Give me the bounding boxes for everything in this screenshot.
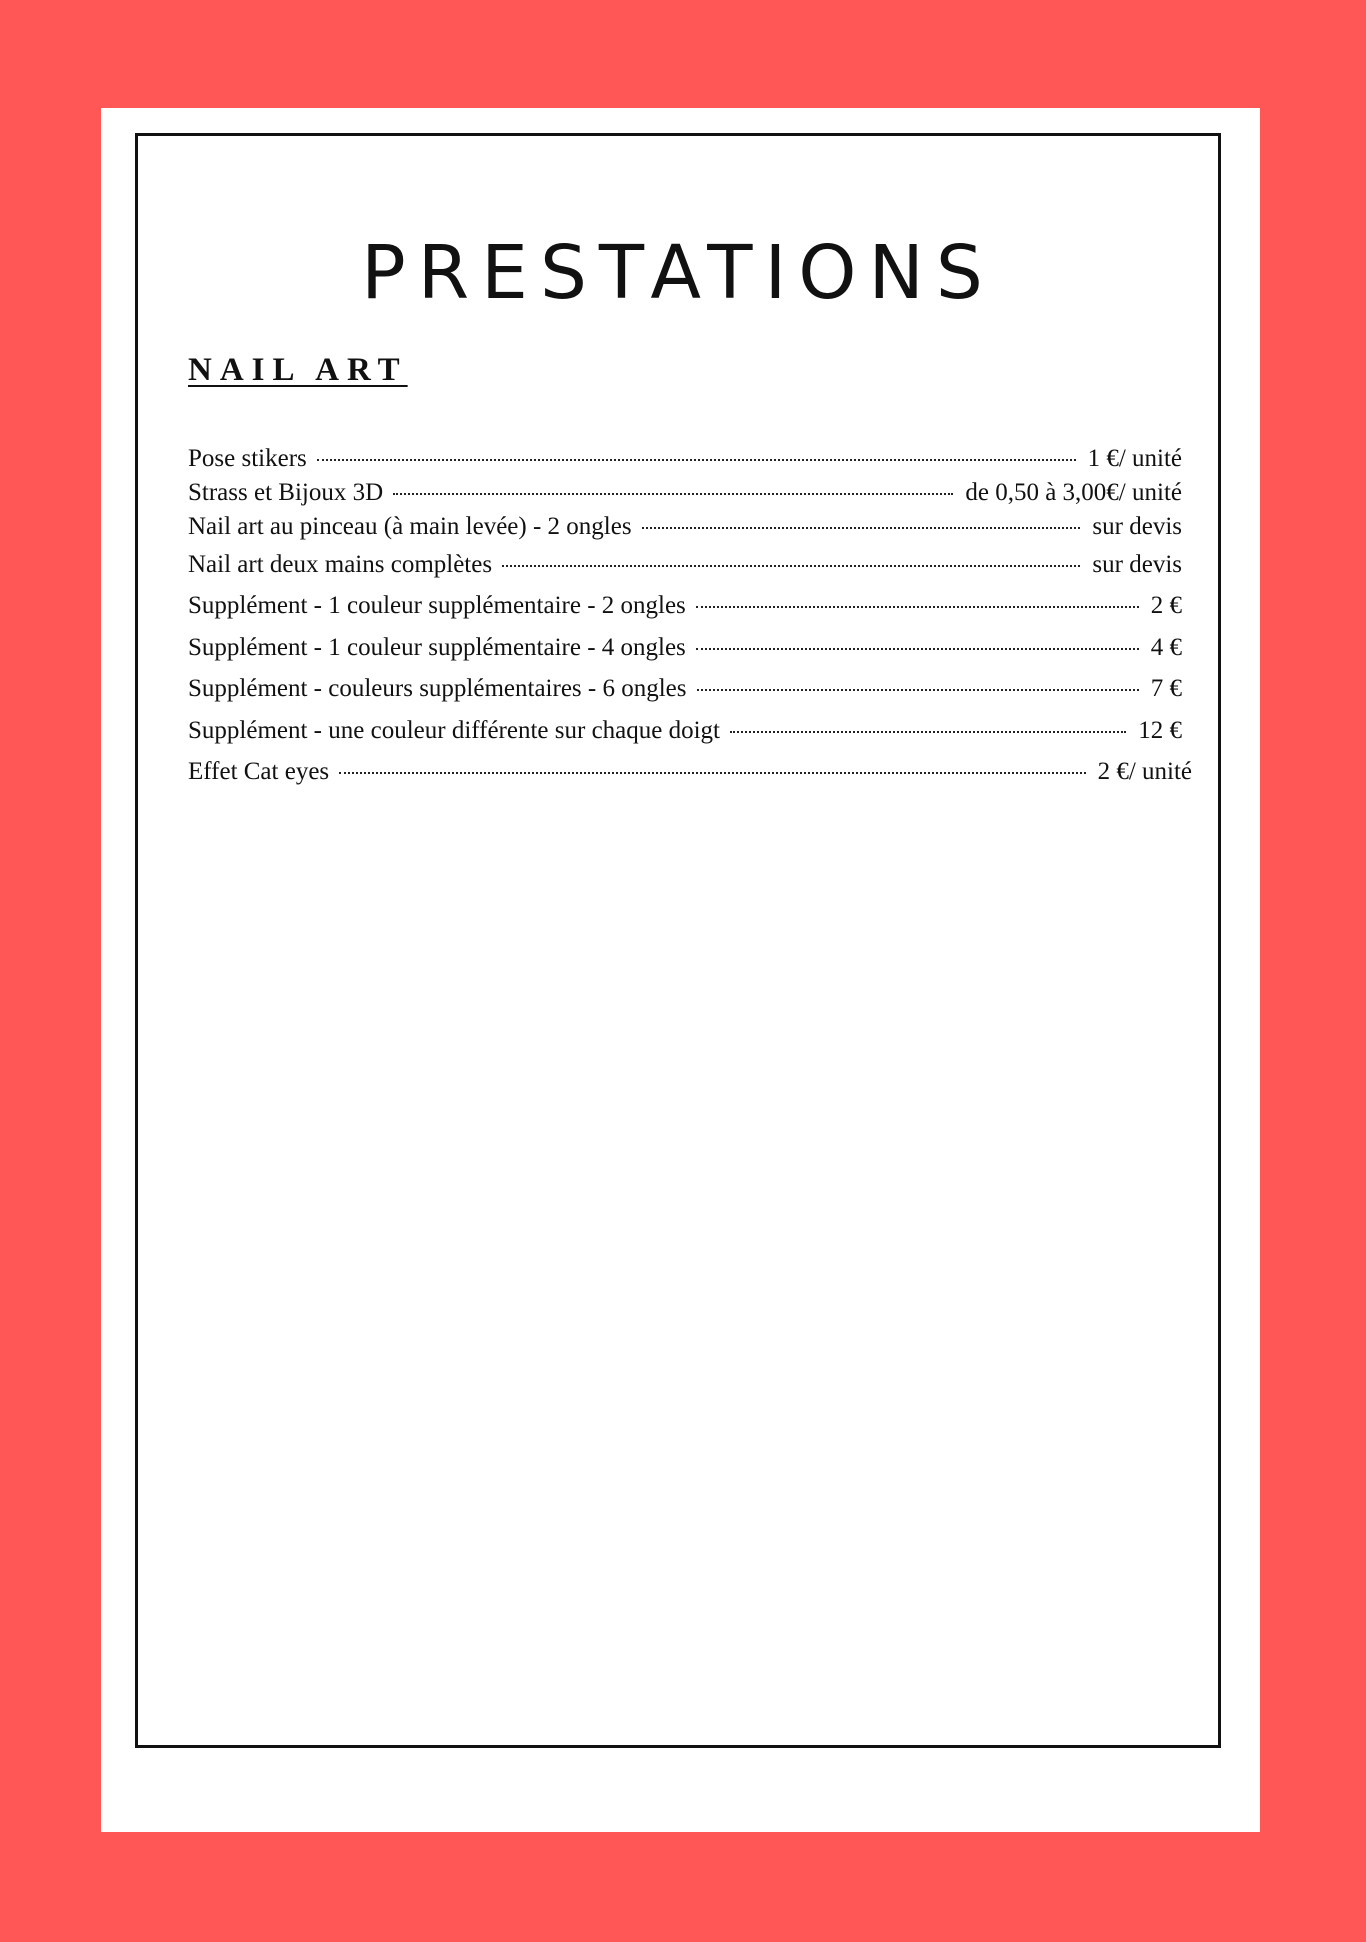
price-row-nail-art-deux-mains	[188, 550, 1182, 580]
dot-leader	[339, 772, 1085, 774]
price-row-supplement-6-ongles	[188, 674, 1182, 704]
item-price: 2 €	[1150, 592, 1182, 619]
dot-leader	[393, 493, 953, 495]
dot-leader	[642, 527, 1081, 529]
price-row-supplement-chaque-doigt	[188, 716, 1182, 746]
dot-leader	[317, 459, 1076, 461]
price-list	[138, 136, 1218, 1745]
item-price: 1 €/ unité	[1087, 445, 1182, 472]
price-sheet	[101, 108, 1260, 1832]
price-row-supplement-4-ongles	[188, 633, 1182, 663]
item-price: 7 €	[1150, 675, 1182, 702]
item-price: sur devis	[1092, 513, 1182, 540]
price-row-strass-bijoux	[188, 478, 1182, 508]
price-row-pose-stikers	[188, 444, 1182, 474]
item-label: Supplément - une couleur différente sur chaque doigt	[188, 717, 721, 744]
dot-leader	[696, 648, 1139, 650]
item-price: sur devis	[1092, 551, 1182, 578]
dot-leader	[696, 606, 1139, 608]
item-label: Supplément - 1 couleur supplémentaire - 2 ongles	[188, 592, 686, 619]
sheet-border-frame	[135, 133, 1221, 1748]
item-label: Strass et Bijoux 3D	[188, 479, 384, 506]
item-price: 4 €	[1150, 634, 1182, 661]
price-row-effet-cat-eyes	[188, 757, 1192, 787]
item-label: Nail art au pinceau (à main levée) - 2 ongles	[188, 513, 632, 540]
item-label: Effet Cat eyes	[188, 758, 330, 785]
item-price: 2 €/ unité	[1097, 758, 1192, 785]
item-label: Pose stikers	[188, 445, 307, 472]
item-label: Supplément - 1 couleur supplémentaire - 4 ongles	[188, 634, 686, 661]
page-title: PRESTATIONS	[361, 230, 995, 316]
item-price: de 0,50 à 3,00€/ unité	[965, 479, 1182, 506]
item-price: 12 €	[1138, 717, 1182, 744]
item-label: Supplément - couleurs supplémentaires - 6 ongles	[188, 675, 687, 702]
dot-leader	[697, 689, 1139, 691]
item-label: Nail art deux mains complètes	[188, 551, 493, 578]
dot-leader	[730, 731, 1126, 733]
dot-leader	[502, 565, 1080, 567]
price-row-supplement-2-ongles	[188, 591, 1182, 621]
price-row-nail-art-pinceau	[188, 512, 1182, 542]
section-title-nail-art: NAIL ART	[188, 352, 408, 388]
